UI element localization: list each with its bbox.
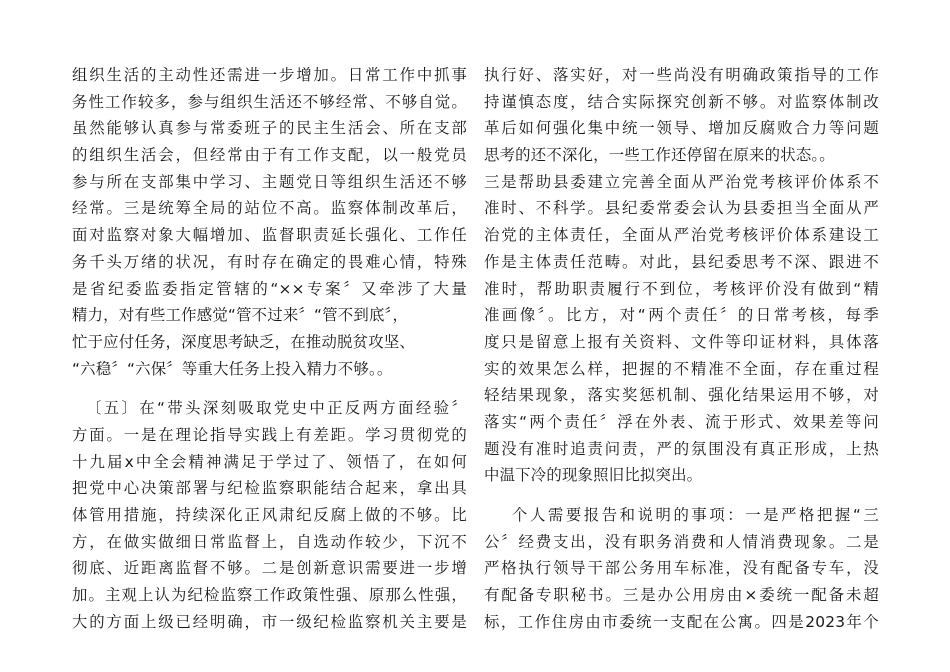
text-line: 精力，对有些工作感觉“管不过来〞“管不到底〞， — [72, 306, 409, 325]
text-line: 严格执行领导干部公务用车标准，没有配备专车，没 — [484, 559, 879, 578]
text-line: 方，在做实做细日常监督上，自选动作较少，下沉不 — [72, 532, 467, 551]
text-line: 面对监察对象大幅增加、监督职责延长强化、工作任 — [72, 226, 467, 245]
paragraph-gap — [72, 382, 467, 395]
text-line: 组织生活的主动性还需进一步增加。日常工作中抓事 — [72, 66, 467, 84]
text-line: 彻底、近距离监督不够。二是创新意识需要进一步增 — [72, 559, 467, 578]
text-line: 落实“两个责任〞浮在外表、流于形式、效果差等问 — [484, 412, 879, 431]
text-line: 持谨慎态度，结合实际探究创新不够。对监察体制改 — [484, 92, 879, 111]
right-column — [484, 62, 879, 635]
text-line: 革后如何强化集中统一领导、增加反腐败合力等问题 — [484, 119, 879, 138]
text-line: 参与所在支部集中学习、主题党日等组织生活还不够 — [72, 172, 467, 191]
text-line: 中温下冷的现象照旧比拟突出。 — [484, 466, 703, 485]
text-line: 轻结果现象，落实奖惩机制、强化结果运用不够，对 — [484, 386, 879, 405]
text-line: 实的效果怎么样，把握的不精准不全面，存在重过程 — [484, 359, 879, 378]
text-line: 大的方面上级已经明确，市一级纪检监察机关主要是 — [72, 612, 467, 631]
text-line: “六稳〞“六保〞等重大任务上投入精力不够。。 — [72, 359, 393, 378]
text-line: 准画像〞。比方，对“两个责任〞的日常考核，每季 — [484, 306, 879, 325]
paragraph-gap — [484, 489, 879, 502]
text-line: 忙于应付任务，深度思考缺乏，在推动脱贫攻坚、 — [72, 332, 415, 351]
text-line: 标，工作住房由市委统一支配在公寓。四是2023年个 — [484, 612, 879, 631]
text-line: 准时、不科学。县纪委常委会认为县委担当全面从严 — [484, 199, 879, 218]
text-line: 作是主体责任范畴。对此，县纪委思考不深、跟进不 — [484, 252, 879, 271]
text-line: 十九届x中全会精神满足于学过了、领悟了，在如何 — [72, 452, 467, 471]
text-line: 准时，帮助职责履行不到位，考核评价没有做到“精 — [484, 279, 879, 298]
text-line: 公〞经费支出，没有职务消费和人情消费现象。二是 — [484, 532, 879, 551]
text-line: 三是帮助县委建立完善全面从严治党考核评价体系不 — [484, 172, 879, 191]
text-line: 经常。三是统筹全局的站位不高。监察体制改革后， — [72, 199, 467, 218]
text-line: 务千头万绪的状况，有时存在确定的畏难心情，特殊 — [72, 252, 467, 271]
text-line: 的组织生活会，但经常由于有工作支配，以一般党员 — [72, 146, 467, 165]
text-line: 务性工作较多，参与组织生活还不够经常、不够自觉。 — [72, 92, 467, 111]
text-line: 治党的主体责任，全面从严治党考核评价体系建设工 — [484, 226, 879, 245]
text-line: 方面。一是在理论指导实践上有差距。学习贯彻党的 — [72, 425, 467, 444]
text-line: 有配备专职秘书。三是办公用房由×委统一配备未超 — [484, 586, 879, 605]
text-line: 体管用措施，持续深化正风肃纪反腐上做的不够。比 — [72, 506, 467, 524]
text-line: 思考的还不深化，一些工作还停留在原来的状态。。 — [484, 146, 835, 165]
text-line: 个人需要报告和说明的事项：一是严格把握“三 — [512, 506, 879, 524]
text-line: 虽然能够认真参与常委班子的民主生活会、所在支部 — [72, 119, 467, 138]
text-line: 执行好、落实好，对一些尚没有明确政策指导的工作 — [484, 66, 879, 84]
left-column — [72, 62, 467, 635]
text-line: 是省纪委监委指定管辖的“××专案〞又牵涉了大量 — [72, 279, 467, 298]
text-line: 加。主观上认为纪检监察工作政策性强、原那么性强， — [72, 586, 467, 605]
text-line: 度只是留意上报有关资料、文件等印证材料，具体落 — [484, 332, 879, 351]
text-line: 题没有准时追责问责，严的氛围没有真正形成，上热 — [484, 439, 879, 458]
text-line: 把党中心决策部署与纪检监察职能结合起来，拿出具 — [72, 479, 467, 498]
text-line: 〔五〕在“带头深刻吸取党史中正反两方面经验〞 — [86, 399, 467, 418]
